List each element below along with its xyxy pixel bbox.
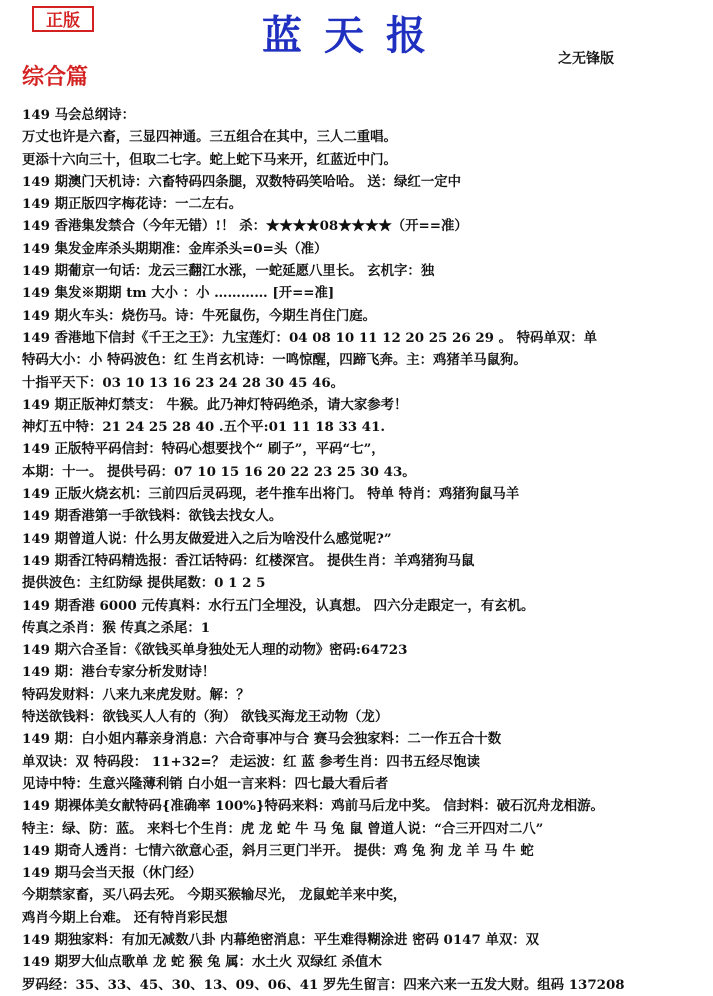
text-line: 149 集发金库杀头期期准：金库杀头=0=头（准）: [22, 240, 328, 257]
text-line: 本期：十一。 提供号码：07 10 15 16 20 22 23 25 30 43。: [22, 463, 416, 480]
text-line: 神灯五中特：21 24 25 28 40 .五个平:01 11 18 33 41.: [22, 419, 386, 436]
text-line: 149 期：白小姐内幕亲身消息：六合奇事冲与合 赛马会独家料：二一作五合十数: [22, 731, 502, 748]
text-line: 149 期香港 6000 元传真料：水行五门全埋没，认真想。 四六分走跟定一，有玄机。: [22, 597, 535, 614]
text-line: 今期禁家畜，买八码去死。 今期买猴输尽光， 龙鼠蛇羊来中奖，: [22, 887, 407, 904]
text-line: 149 期香江特码精选报：香江话特码：红楼深宫。 提供生肖：羊鸡猪狗马鼠: [22, 552, 475, 569]
text-line: 149 期香港第一手欲钱料：欲钱去找女人。: [22, 508, 283, 525]
text-line: 传真之杀肖：猴 传真之杀尾：1: [22, 619, 211, 636]
text-line: 149 期正版四字梅花诗：一二左右。: [22, 196, 243, 213]
text-line: 149 期罗大仙点歌单 龙 蛇 猴 兔 属：水土火 双绿红 杀值木: [22, 954, 382, 971]
section-title: 综合篇: [22, 65, 89, 90]
text-line: 万丈也许是六畜，三显四神通。三五组合在其中，三人二重唱。: [22, 129, 397, 146]
text-line: 特码发财料：八来九来虎发财。解：？: [22, 686, 250, 703]
text-line: 149 正版特平码信封：特码心想要找个“ 刷子”，平码“七”，: [22, 441, 385, 458]
text-line: 149 期奇人透肖：七情六欲意心歪，斜月三更门半开。 提供：鸡 兔 狗 龙 羊 马 牛 蛇: [22, 842, 534, 859]
content-body: [22, 104, 702, 996]
text-line: 149 期葡京一句话：龙云三翻江水涨，一蛇延愿八里长。 玄机字：独: [22, 263, 435, 280]
text-line: 149 正版火烧玄机：三前四后灵码现，老牛推车出将门。 特单 特肖：鸡猪狗鼠马羊: [22, 486, 520, 503]
text-line: 149 期澳门天机诗：六畜特码四条腿，双数特码笑哈哈。 送：绿红一定中: [22, 173, 461, 190]
text-line: 149 期正版神灯禁支： 牛猴。此乃神灯特码绝杀，请大家参考！: [22, 396, 408, 413]
text-line: 特码大小：小 特码波色：红 生肖玄机诗：一鸣惊醒，四蹄飞奔。主：鸡猪羊马鼠狗。: [22, 352, 527, 369]
text-line: 149 期裸体美女献特码{准确率 100%}特码来料：鸡前马后龙中奖。 信封料：破石沉舟龙相游。: [22, 798, 604, 815]
text-line: 提供波色：主红防绿 提供尾数：0 1 2 5: [22, 575, 266, 592]
text-line: 149 香港地下信封《千王之王》：九宝莲灯：04 08 10 11 12 20 25 26 29 。 特码单双：单: [22, 329, 598, 346]
text-line: 特送欲钱料：欲钱买人人有的（狗） 欲钱买海龙王动物（龙）: [22, 709, 389, 726]
text-line: 鸡肖今期上台难。 还有特肖彩民想: [22, 909, 228, 926]
text-line: 149 期六合圣旨：《欲钱买单身独处无人理的动物》密码:64723: [22, 642, 408, 659]
authentic-badge: 正版: [32, 6, 94, 32]
page-title: 蓝天报: [262, 12, 448, 59]
text-line: 149 马会总纲诗：: [22, 107, 135, 123]
text-line: 149 期独家料：有加无减数八卦 内幕绝密消息：平生难得糊涂进 密码 0147 单双：双: [22, 931, 540, 948]
text-line: 见诗中特：生意兴隆薄利销 白小姐一言来料：四七最大看后者: [22, 775, 389, 792]
text-line: 149 期马会当天报（休门经）: [22, 865, 202, 882]
text-line: 罗码经：35、33、45、30、13、09、06、41 罗先生留言：四来六来一五发大财。组码 137208: [22, 976, 625, 993]
edition-label: 之无锋版: [558, 51, 614, 67]
text-line: 特主：绿、防：蓝。 来料七个生肖：虎 龙 蛇 牛 马 兔 鼠 曾道人说：“合三开四对二八”: [22, 820, 544, 837]
text-line: 更添十六向三十，但取二七字。蛇上蛇下马来开，红蓝近中门。: [22, 151, 397, 168]
text-line: 149 香港集发禁合（今年无错）!！ 杀：★★★★08★★★★（开==准）: [22, 218, 468, 235]
text-line: 149 期曾道人说：什么男友做爱进入之后为啥没什么感觉呢?”: [22, 530, 392, 547]
text-line: 单双诀：双 特码段： 11+32=？ 走运波：红 蓝 参考生肖：四书五经尽饱读: [22, 753, 480, 770]
text-line: 149 集发※期期 tm 大小 ：小 ………… [开==准]: [22, 285, 335, 302]
text-line: 十指平天下：03 10 13 16 23 24 28 30 45 46。: [22, 374, 345, 391]
text-line: 149 期火车头：烧伤马。诗：牛死鼠伤，今期生肖住门庭。: [22, 307, 376, 324]
text-line: 149 期：港台专家分析发财诗！: [22, 664, 216, 681]
